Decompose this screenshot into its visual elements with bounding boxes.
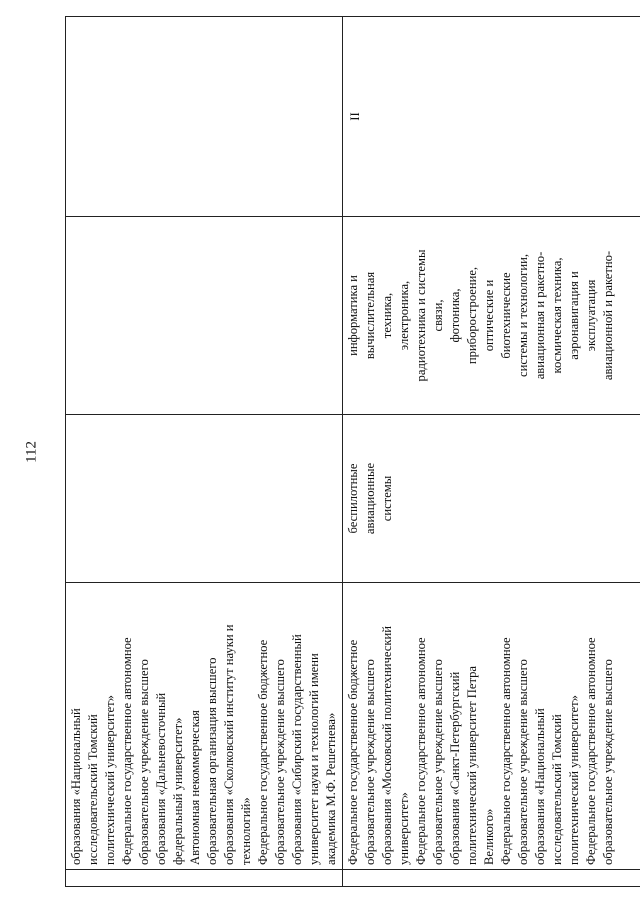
- text-line: информатика и: [346, 275, 360, 356]
- text-line: федеральный университет»: [171, 717, 185, 865]
- text-line: Великого»: [482, 808, 496, 865]
- table-row: [66, 17, 343, 887]
- text-line: эксплуатация: [584, 279, 598, 352]
- text-line: Федеральное государственное бюджетное: [256, 639, 270, 865]
- text-line: образовательное учреждение высшего: [137, 659, 151, 865]
- text-line: политехнический университет»: [103, 695, 117, 865]
- row2-specialties-cell: [343, 217, 640, 415]
- text-line: образования «Сколковский институт науки и: [222, 624, 236, 865]
- page-number: 112: [23, 441, 40, 463]
- organizations-list: [345, 587, 617, 865]
- text-line: фотоника,: [448, 288, 462, 343]
- text-line: авиационная и ракетно-: [533, 251, 547, 380]
- text-line: аэронавигация и: [567, 271, 581, 360]
- text-line: образования «Сибирский государственный: [290, 634, 304, 865]
- text-line: исследовательский Томский: [550, 714, 564, 865]
- text-line: образовательное учреждение высшего: [273, 659, 287, 865]
- text-line: Автономная некоммерческая: [188, 710, 202, 865]
- text-line: вычислительная: [363, 271, 377, 360]
- text-line: космическая техника,: [550, 257, 564, 374]
- table-row: [343, 17, 640, 887]
- text-line: образовательное учреждение высшего: [601, 659, 615, 865]
- text-line: политехнический университет Петра: [465, 665, 479, 865]
- text-line: академика М.Ф. Решетнева»: [324, 712, 338, 865]
- text-line: образования «Национальный: [69, 708, 83, 865]
- text-line: образования «Санкт-Петербургский: [448, 671, 462, 865]
- text-line: авиационной и ракетно-: [601, 250, 615, 381]
- text-line: авиационные: [363, 462, 377, 535]
- direction-text: [345, 419, 396, 578]
- text-line: системы: [380, 475, 394, 522]
- text-line: приборостроение,: [465, 266, 479, 365]
- text-line: университет»: [397, 792, 411, 865]
- row2-level-cell: [343, 17, 640, 217]
- text-line: системы и технологии,: [516, 254, 530, 377]
- text-line: технологий»: [239, 797, 253, 865]
- row2-organizations-cell: [343, 583, 640, 870]
- text-line: Федеральное государственное автономное: [120, 637, 134, 865]
- text-line: Федеральное государственное автономное: [584, 637, 598, 865]
- row2-number-cell: [343, 870, 640, 887]
- text-line: образовательное учреждение высшего: [363, 659, 377, 865]
- rotated-table-container: [65, 17, 621, 887]
- text-line: связи,: [431, 299, 445, 332]
- text-line: оптические и: [482, 279, 496, 352]
- programs-table: [65, 16, 640, 887]
- text-line: Федеральное государственное бюджетное: [346, 639, 360, 865]
- row1-direction-cell: [66, 415, 343, 583]
- text-line: образовательная организация высшего: [205, 657, 219, 865]
- text-line: Федеральное государственное автономное: [414, 637, 428, 865]
- text-line: беспилотные: [346, 463, 360, 534]
- text-line: образования «Национальный: [533, 708, 547, 865]
- row1-organizations-cell: [66, 583, 343, 870]
- row1-specialties-cell: [66, 217, 343, 415]
- specialties-list: [345, 221, 617, 410]
- text-line: образовательное учреждение высшего: [431, 659, 445, 865]
- text-line: образовательное учреждение высшего: [516, 659, 530, 865]
- text-line: политехнический университет»: [567, 695, 581, 865]
- text-line: университет науки и технологий имени: [307, 653, 321, 865]
- text-line: радиотехника и системы: [414, 249, 428, 382]
- text-line: техника,: [380, 292, 394, 339]
- organizations-list: [68, 587, 340, 865]
- text-line: образования «Московский политехнический: [380, 626, 394, 865]
- row2-direction-cell: [343, 415, 640, 583]
- text-line: биотехнические: [499, 272, 513, 359]
- text-line: Федеральное государственное автономное: [499, 637, 513, 865]
- row1-level-cell: [66, 17, 343, 217]
- level-roman-numeral: II: [348, 112, 362, 121]
- text-line: исследовательский Томский: [86, 714, 100, 865]
- row1-number-cell: [66, 870, 343, 887]
- text-line: образования «Дальневосточный: [154, 692, 168, 865]
- text-line: электроника,: [397, 280, 411, 351]
